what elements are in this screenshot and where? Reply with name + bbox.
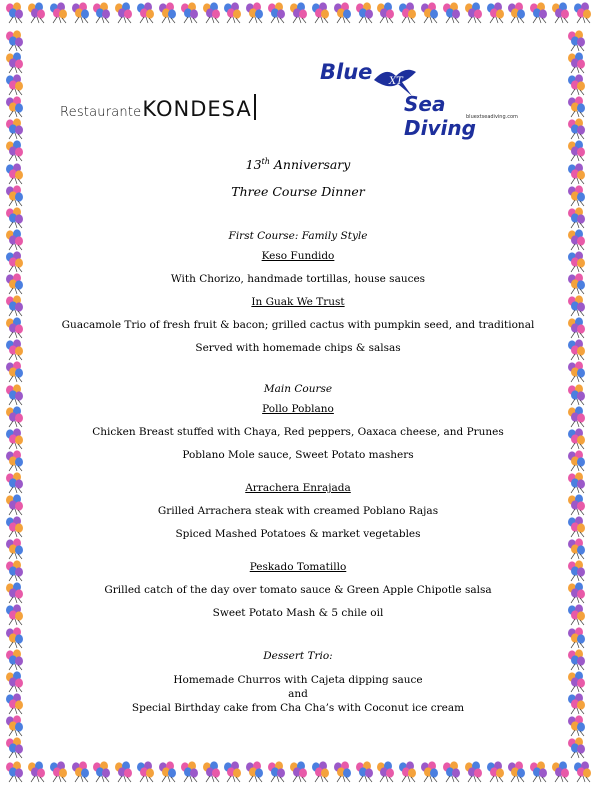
balloon-icon [4, 671, 24, 693]
balloon-icon [4, 207, 24, 229]
balloon-icon [266, 761, 286, 783]
title-anniversary: 13th Anniversary [245, 157, 351, 173]
balloon-icon [550, 761, 570, 783]
balloon-icon [70, 761, 90, 783]
balloon-icon [566, 560, 586, 582]
balloon-icon [4, 163, 24, 185]
balloon-icon [91, 761, 111, 783]
balloon-icon [4, 649, 24, 671]
balloon-icon [566, 693, 586, 715]
balloon-icon [463, 2, 483, 24]
balloon-icon [135, 761, 155, 783]
balloon-icon [288, 761, 308, 783]
dish-description: Poblano Mole sauce, Sweet Potato mashers [182, 449, 414, 462]
balloon-icon [550, 2, 570, 24]
dish-name: Arrachera Enrajada [245, 482, 351, 495]
dish-description: Chicken Breast stuffed with Chaya, Red peppers, Oaxaca cheese, and Prunes [92, 426, 504, 439]
logo-blue-text: Blue [320, 60, 373, 84]
balloon-icon [4, 582, 24, 604]
balloon-icon [566, 450, 586, 472]
balloon-icon [566, 472, 586, 494]
balloon-icon [310, 761, 330, 783]
balloon-icon [4, 118, 24, 140]
balloon-icon [566, 118, 586, 140]
logo-website: bluextseadiving.com [466, 114, 518, 120]
balloon-icon [566, 207, 586, 229]
balloon-icon [397, 761, 417, 783]
dish-description: Sweet Potato Mash & 5 chile oil [212, 607, 384, 620]
balloon-icon [179, 761, 199, 783]
balloon-icon [266, 2, 286, 24]
balloon-icon [354, 2, 374, 24]
border-left [4, 30, 30, 759]
balloon-icon [566, 384, 586, 406]
balloon-icon [566, 30, 586, 52]
balloon-icon [566, 52, 586, 74]
balloon-icon [244, 2, 264, 24]
balloon-icon [566, 229, 586, 251]
balloon-icon [485, 761, 505, 783]
border-bottom [4, 761, 592, 787]
balloon-icon [4, 2, 24, 24]
balloon-icon [375, 761, 395, 783]
dish-name: In Guak We Trust [251, 296, 345, 309]
balloon-icon [566, 140, 586, 162]
balloon-icon [4, 317, 24, 339]
balloon-icon [566, 494, 586, 516]
balloon-icon [332, 2, 352, 24]
balloon-icon [113, 761, 133, 783]
balloon-icon [4, 30, 24, 52]
balloon-icon [566, 671, 586, 693]
balloon-icon [4, 74, 24, 96]
balloon-icon [332, 761, 352, 783]
balloon-icon [566, 582, 586, 604]
balloon-icon [397, 2, 417, 24]
balloon-icon [179, 2, 199, 24]
dessert-description: Homemade Churros with Cajeta dipping sauce [173, 674, 423, 687]
balloon-icon [26, 761, 46, 783]
balloon-icon [4, 761, 24, 783]
balloon-icon [4, 693, 24, 715]
balloon-icon [4, 737, 24, 759]
balloon-icon [4, 516, 24, 538]
balloon-icon [310, 2, 330, 24]
balloon-icon [288, 2, 308, 24]
dessert-heading: Dessert Trio: [263, 650, 333, 663]
balloon-icon [566, 627, 586, 649]
balloon-icon [4, 229, 24, 251]
title-subtitle: Three Course Dinner [231, 184, 365, 200]
balloon-icon [4, 52, 24, 74]
balloon-icon [157, 2, 177, 24]
balloon-icon [135, 2, 155, 24]
balloon-icon [157, 761, 177, 783]
balloon-icon [222, 2, 242, 24]
balloon-icon [4, 494, 24, 516]
blue-sea-diving-logo [318, 58, 518, 140]
balloon-icon [4, 273, 24, 295]
balloon-icon [572, 2, 592, 24]
balloon-icon [528, 2, 548, 24]
dish-name: Pollo Poblano [262, 403, 334, 416]
balloon-icon [566, 74, 586, 96]
balloon-icon [485, 2, 505, 24]
balloon-icon [48, 761, 68, 783]
balloon-icon [566, 96, 586, 118]
balloon-icon [354, 761, 374, 783]
logo-mark: XT [389, 76, 403, 87]
main-course-heading: Main Course [263, 383, 333, 396]
balloon-icon [506, 761, 526, 783]
dish-name: Keso Fundido [261, 250, 335, 263]
balloon-icon [566, 339, 586, 361]
balloon-icon [4, 96, 24, 118]
balloon-icon [566, 185, 586, 207]
balloon-icon [566, 428, 586, 450]
balloon-icon [566, 163, 586, 185]
balloon-icon [566, 273, 586, 295]
balloon-icon [566, 251, 586, 273]
balloon-icon [441, 761, 461, 783]
dish-description: Served with homemade chips & salsas [195, 342, 401, 355]
balloon-icon [566, 538, 586, 560]
dessert-description: Special Birthday cake from Cha Cha’s with Coconut ice cream [131, 702, 465, 715]
balloon-icon [4, 295, 24, 317]
dish-description: Spiced Mashed Potatoes & market vegetables [175, 528, 421, 541]
balloon-icon [463, 761, 483, 783]
balloon-icon [113, 2, 133, 24]
balloon-icon [528, 761, 548, 783]
balloon-icon [4, 538, 24, 560]
balloon-icon [566, 604, 586, 626]
balloon-icon [4, 384, 24, 406]
logo-name: KONDESA [142, 97, 252, 121]
balloon-icon [4, 627, 24, 649]
kondesa-logo [60, 94, 256, 120]
balloon-icon [4, 361, 24, 383]
balloon-icon [4, 339, 24, 361]
balloon-icon [4, 428, 24, 450]
balloon-icon [4, 715, 24, 737]
dish-description: With Chorizo, handmade tortillas, house sauces [170, 273, 426, 286]
balloon-icon [566, 361, 586, 383]
balloon-icon [26, 2, 46, 24]
balloon-icon [566, 737, 586, 759]
balloon-icon [201, 761, 221, 783]
dessert-description: and [288, 688, 308, 701]
dish-description: Guacamole Trio of fresh fruit & bacon; grilled cactus with pumpkin seed, and traditional [61, 319, 535, 332]
balloon-icon [566, 715, 586, 737]
balloon-icon [506, 2, 526, 24]
balloon-icon [70, 2, 90, 24]
balloon-icon [244, 761, 264, 783]
balloon-icon [48, 2, 68, 24]
balloon-icon [419, 2, 439, 24]
dish-description: Grilled catch of the day over tomato sauce & Green Apple Chipotle salsa [104, 584, 492, 597]
logo-bar [254, 94, 256, 120]
balloon-icon [566, 317, 586, 339]
border-right [566, 30, 592, 759]
balloon-icon [4, 406, 24, 428]
balloon-icon [91, 2, 111, 24]
balloon-icon [4, 251, 24, 273]
logo-sea-text: Sea Diving [404, 92, 476, 140]
balloon-icon [566, 406, 586, 428]
balloon-icon [441, 2, 461, 24]
balloon-icon [419, 761, 439, 783]
balloon-icon [375, 2, 395, 24]
dish-name: Peskado Tomatillo [249, 561, 347, 574]
balloon-icon [4, 185, 24, 207]
balloon-icon [201, 2, 221, 24]
logo-prefix: Restaurante [60, 105, 142, 120]
balloon-icon [566, 295, 586, 317]
balloon-icon [566, 516, 586, 538]
balloon-icon [4, 140, 24, 162]
menu-content [40, 148, 556, 715]
balloon-icon [4, 604, 24, 626]
balloon-icon [222, 761, 242, 783]
balloon-icon [4, 450, 24, 472]
first-course-heading: First Course: Family Style [228, 230, 368, 243]
balloon-icon [4, 472, 24, 494]
dish-description: Grilled Arrachera steak with creamed Poblano Rajas [157, 505, 439, 518]
balloon-icon [572, 761, 592, 783]
border-top [4, 2, 592, 28]
balloon-icon [4, 560, 24, 582]
balloon-icon [566, 649, 586, 671]
